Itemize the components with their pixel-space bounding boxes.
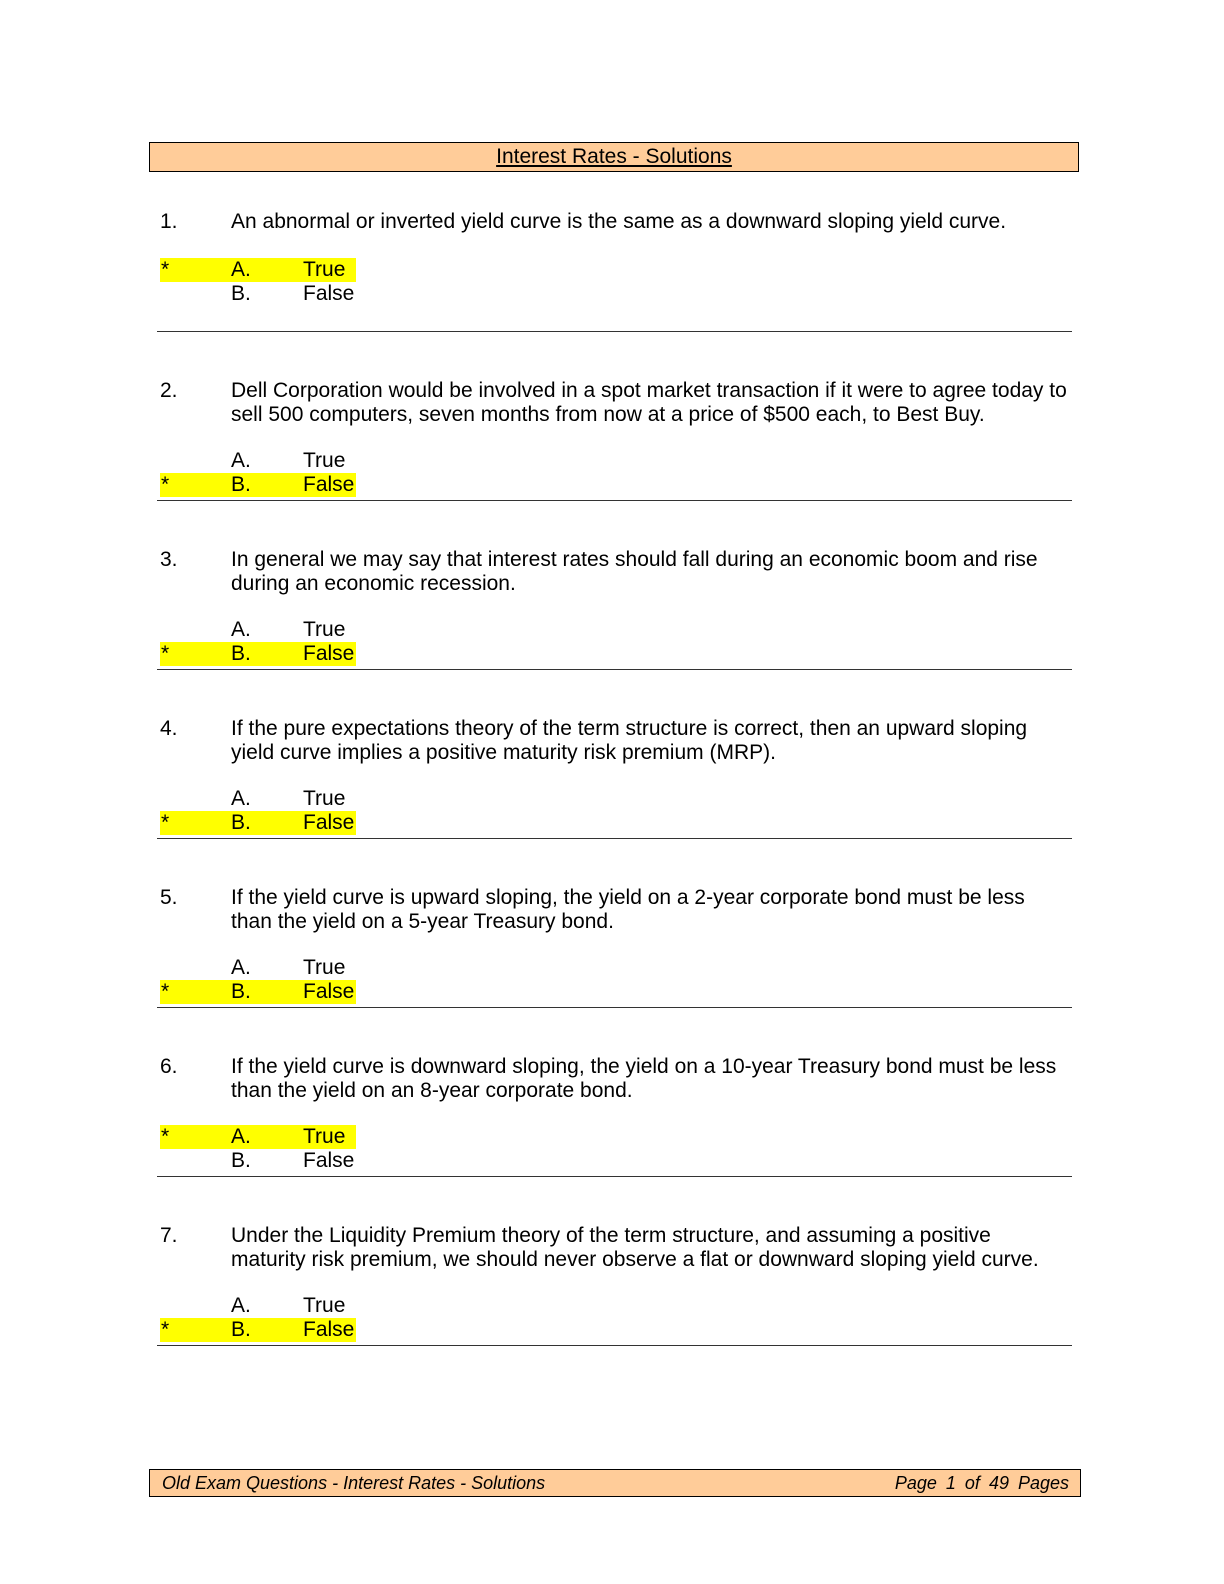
correct-marker: * xyxy=(161,811,170,834)
question-divider xyxy=(157,669,1072,670)
question-divider xyxy=(157,1176,1072,1177)
question-text: If the yield curve is downward sloping, the yield on a 10-year Treasury bond must be less than the yield on an 8-year corporate bond. xyxy=(231,1055,1057,1102)
question-divider xyxy=(157,331,1072,332)
answer-option xyxy=(160,449,356,473)
option-letter: A. xyxy=(231,449,251,472)
question-text: Under the Liquidity Premium theory of the term structure, and assuming a positive maturity risk premium, we should never observe a flat or downward sloping yield curve. xyxy=(231,1224,1039,1271)
option-letter: B. xyxy=(231,1318,251,1341)
correct-marker: * xyxy=(161,258,170,281)
answer-option xyxy=(160,956,356,980)
answer-option xyxy=(160,1125,356,1149)
option-text: True xyxy=(303,449,346,472)
question-number: 3. xyxy=(160,548,178,571)
option-letter: A. xyxy=(231,258,251,281)
answer-option xyxy=(160,258,356,282)
option-text: True xyxy=(303,1125,346,1148)
answer-option xyxy=(160,618,356,642)
question-text: In general we may say that interest rates should fall during an economic boom and rise during an economic recession. xyxy=(231,548,1038,595)
question-number: 1. xyxy=(160,210,178,233)
page-title-box xyxy=(149,142,1079,172)
option-letter: A. xyxy=(231,787,251,810)
option-letter: B. xyxy=(231,642,251,665)
option-letter: B. xyxy=(231,811,251,834)
option-text: False xyxy=(303,811,355,834)
question-text: Dell Corporation would be involved in a spot market transaction if it were to agree today to sell 500 computers, seven months from now at a price of $500 each, to Best Buy. xyxy=(231,379,1067,426)
option-letter: A. xyxy=(231,1125,251,1148)
page-title: Interest Rates - Solutions xyxy=(496,145,732,168)
answer-option xyxy=(160,980,356,1004)
option-letter: A. xyxy=(231,1294,251,1317)
option-text: True xyxy=(303,956,346,979)
answer-option xyxy=(160,811,356,835)
option-letter: B. xyxy=(231,282,251,305)
correct-marker: * xyxy=(161,642,170,665)
option-text: False xyxy=(303,1318,355,1341)
question-number: 7. xyxy=(160,1224,178,1247)
page-footer xyxy=(149,1469,1081,1497)
question-number: 5. xyxy=(160,886,178,909)
option-text: True xyxy=(303,787,346,810)
answer-option xyxy=(160,1149,356,1173)
correct-marker: * xyxy=(161,980,170,1003)
answer-option xyxy=(160,1294,356,1318)
question-number: 6. xyxy=(160,1055,178,1078)
option-text: True xyxy=(303,618,346,641)
option-letter: B. xyxy=(231,473,251,496)
question-number: 2. xyxy=(160,379,178,402)
option-text: True xyxy=(303,1294,346,1317)
question-text: If the yield curve is upward sloping, the yield on a 2-year corporate bond must be less than the yield on a 5-year Treasury bond. xyxy=(231,886,1025,933)
option-text: False xyxy=(303,282,355,305)
answer-option xyxy=(160,473,356,497)
footer-title: Old Exam Questions - Interest Rates - Solutions xyxy=(162,1473,546,1493)
question-text: An abnormal or inverted yield curve is the same as a downward sloping yield curve. xyxy=(231,210,1007,233)
option-letter: B. xyxy=(231,980,251,1003)
option-letter: B. xyxy=(231,1149,251,1172)
question-divider xyxy=(157,500,1072,501)
option-text: False xyxy=(303,473,355,496)
option-text: False xyxy=(303,1149,355,1172)
question-text: If the pure expectations theory of the term structure is correct, then an upward sloping yield curve implies a positive maturity risk premium (MRP). xyxy=(231,717,1028,764)
option-letter: A. xyxy=(231,618,251,641)
option-text: False xyxy=(303,642,355,665)
correct-marker: * xyxy=(161,473,170,496)
page-counter: Page 1 of 49 Pages xyxy=(894,1473,1069,1493)
question-divider xyxy=(157,838,1072,839)
answer-option xyxy=(160,642,356,666)
question-divider xyxy=(157,1007,1072,1008)
correct-marker: * xyxy=(161,1318,170,1341)
question-number: 4. xyxy=(160,717,178,740)
question-divider xyxy=(157,1345,1072,1346)
correct-marker: * xyxy=(161,1125,170,1148)
option-text: True xyxy=(303,258,346,281)
option-text: False xyxy=(303,980,355,1003)
answer-option xyxy=(160,1318,356,1342)
option-letter: A. xyxy=(231,956,251,979)
answer-option xyxy=(160,787,356,811)
answer-option xyxy=(160,282,356,306)
